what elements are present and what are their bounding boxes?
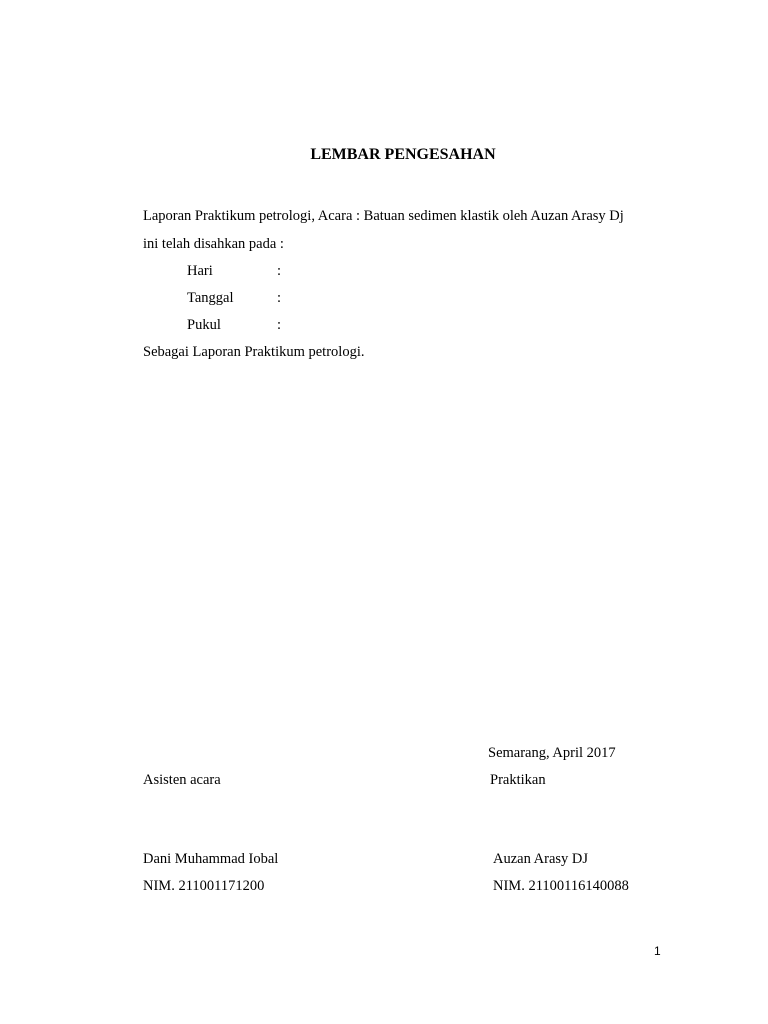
page-number: 1 [654,944,661,958]
field-colon-hari: : [277,263,282,279]
intro-line-2: ini telah disahkan pada : [143,236,284,252]
right-signature-nim: NIM. 21100116140088 [493,878,629,894]
right-signature-name: Auzan Arasy DJ [493,851,589,867]
left-signature-name: Dani Muhammad Iobal [143,851,279,867]
field-label-hari: Hari [187,263,213,279]
field-label-pukul: Pukul [187,317,221,333]
place-date: Semarang, April 2017 [488,745,616,761]
right-signature-role: Praktikan [490,772,546,788]
page-title: LEMBAR PENGESAHAN [310,146,496,163]
left-signature-role: Asisten acara [143,772,221,788]
field-colon-pukul: : [277,317,282,333]
field-colon-tanggal: : [277,290,282,306]
field-label-tanggal: Tanggal [187,290,234,306]
left-signature-nim: NIM. 211001171200 [143,878,265,894]
intro-line-1: Laporan Praktikum petrologi, Acara : Batuan sedimen klastik oleh Auzan Arasy Dj [143,208,624,224]
closing-line: Sebagai Laporan Praktikum petrologi. [143,344,365,360]
